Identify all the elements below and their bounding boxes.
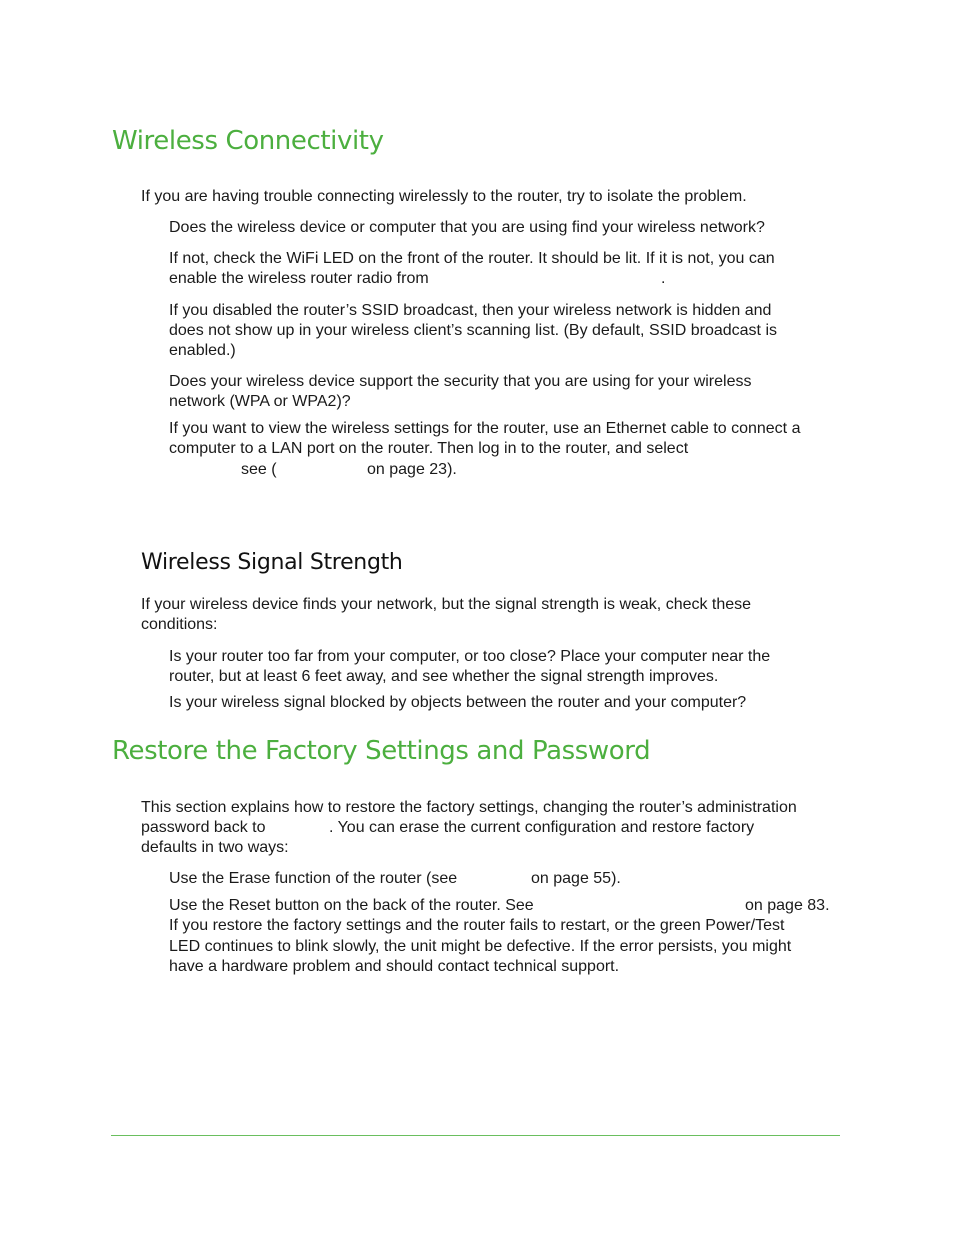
heading-wireless-connectivity: Wireless Connectivity	[112, 126, 384, 156]
paragraph-restore-intro-line3: defaults in two ways:	[141, 839, 289, 856]
heading-restore-factory-settings: Restore the Factory Settings and Password	[112, 736, 651, 766]
list-item-blocked-signal: Is your wireless signal blocked by objects between the router and your computer?	[169, 694, 747, 711]
note-restore-line2: LED continues to blink slowly, the unit might be defective. If the error persists, you might	[169, 938, 792, 955]
list-item-ssid-line3: enabled.)	[169, 342, 236, 359]
list-item-view-settings-see: see (	[241, 461, 277, 478]
heading-wireless-signal-strength: Wireless Signal Strength	[141, 550, 403, 575]
footer-divider	[111, 1135, 840, 1136]
note-restore-line1: If you restore the factory settings and the router fails to restart, or the green Power/Test	[169, 917, 785, 934]
paragraph-wireless-intro: If you are having trouble connecting wirelessly to the router, try to isolate the problem.	[141, 188, 747, 205]
list-item-wifi-led-period: .	[661, 270, 666, 287]
list-item-find-network: Does the wireless device or computer that you are using find your wireless network?	[169, 219, 765, 236]
list-item-erase-page-ref: on page 55).	[531, 870, 621, 887]
note-restore-line3: have a hardware problem and should contact technical support.	[169, 958, 620, 975]
list-item-view-settings-line2: computer to a LAN port on the router. Then log in to the router, and select	[169, 440, 689, 457]
list-item-view-settings-page-ref: on page 23).	[367, 461, 457, 478]
paragraph-signal-intro-line1: If your wireless device finds your network, but the signal strength is weak, check these	[141, 596, 752, 613]
list-item-wifi-led-line1: If not, check the WiFi LED on the front of the router. It should be lit. If it is not, you can	[169, 250, 775, 267]
paragraph-restore-intro-line2b: . You can erase the current configuration and restore factory	[329, 819, 755, 836]
list-item-distance-line1: Is your router too far from your computer, or too close? Place your computer near the	[169, 648, 771, 665]
paragraph-signal-intro-line2: conditions:	[141, 616, 218, 633]
list-item-distance-line2: router, but at least 6 feet away, and see whether the signal strength improves.	[169, 668, 719, 685]
list-item-reset-button: Use the Reset button on the back of the router. See	[169, 897, 534, 914]
list-item-ssid-line2: does not show up in your wireless client’s scanning list. (By default, SSID broadcast is	[169, 322, 777, 339]
list-item-wifi-led-line2: enable the wireless router radio from	[169, 270, 429, 287]
list-item-erase-function: Use the Erase function of the router (see	[169, 870, 458, 887]
list-item-ssid-line1: If you disabled the router’s SSID broadcast, then your wireless network is hidden and	[169, 302, 772, 319]
paragraph-restore-intro-line2a: password back to	[141, 819, 266, 836]
list-item-view-settings-line1: If you want to view the wireless settings for the router, use an Ethernet cable to connect a	[169, 420, 801, 437]
list-item-reset-page-ref: on page 83.	[745, 897, 830, 914]
list-item-security-line1: Does your wireless device support the security that you are using for your wireless	[169, 373, 752, 390]
list-item-security-line2: network (WPA or WPA2)?	[169, 393, 351, 410]
paragraph-restore-intro-line1: This section explains how to restore the factory settings, changing the router’s administration	[141, 799, 797, 816]
